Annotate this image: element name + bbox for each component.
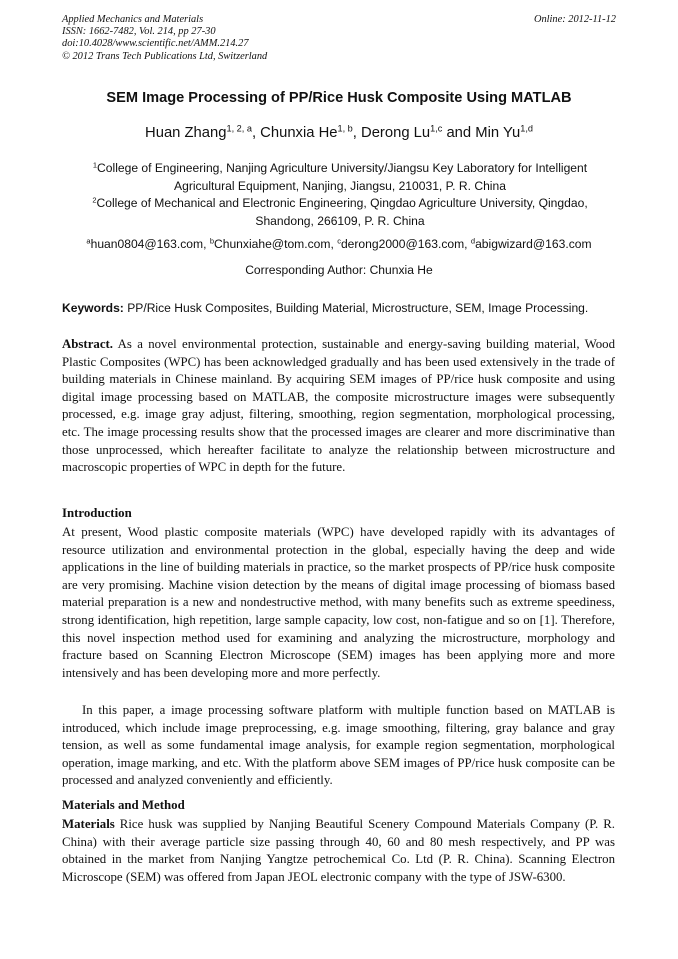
email[interactable]: $^c$derong2000@163.com bbox=[337, 236, 465, 251]
issn-line: ISSN: 1662-7482, Vol. 214, pp 27-30 bbox=[62, 26, 216, 38]
materials-paragraph bbox=[62, 816, 615, 886]
author-list bbox=[40, 125, 638, 141]
author: Derong Lu$^{1,c}$ and bbox=[361, 123, 476, 141]
keywords bbox=[62, 301, 622, 315]
doi-line: doi:10.4028/www.scientific.net/AMM.214.27 bbox=[62, 38, 249, 50]
introduction-heading: Introduction bbox=[62, 506, 132, 520]
email[interactable]: $^d$abigwizard@163.com bbox=[470, 236, 592, 251]
keywords-text: PP/Rice Husk Composites, Building Material, Microstructure, SEM, Image Processing. bbox=[127, 301, 589, 315]
abstract-label: Abstract. bbox=[62, 337, 114, 351]
copyright-line: © 2012 Trans Tech Publications Ltd, Switzerland bbox=[62, 50, 268, 62]
email[interactable]: $^a$huan0804@163.com bbox=[86, 236, 204, 251]
author: Chunxia He$^{1, b}$, bbox=[260, 123, 362, 141]
introduction-paragraph-2: In this paper, a image processing software platform with multiple function based on MATLAB is introduced, which include image preprocessing, e.g. image smoothing, filtering, gray balance and gray tension, as well as some fundamental image analysis, for example region segmentation, morphological operation, image marking, and etc. With the platform above SEM images of PP/rice husk composite can be processed and analyzed conveniently and efficiently. bbox=[62, 703, 615, 788]
affiliation-1: $^1$College of Engineering, Nanjing Agriculture University/Jiangsu Key Laboratory for Intelligent Agricultural Equipment, Nanjing, Jiangsu, 210031, P. R. China bbox=[92, 160, 588, 193]
online-date: Online: 2012-11-12 bbox=[533, 14, 616, 25]
email-list: $^a$huan0804@163.com, $^b$Chunxiahe@tom.com, $^c$derong2000@163.com, $^d$abigwizard@163.com bbox=[86, 236, 592, 251]
journal-name: Applied Mechanics and Materials bbox=[62, 14, 204, 25]
corresponding-author: Corresponding Author: Chunxia He bbox=[245, 263, 433, 277]
abstract bbox=[62, 336, 615, 477]
introduction-paragraph-1: At present, Wood plastic composite materials (WPC) have developed rapidly with its advantages of resource utilization and environmental protection in the global, especially having the deep and wide applications in the line of building materials in practice, so the market prospects of PP/rice husk composite are very promising. Machine vision detection by the means of digital image processing of biomass based material preparation is a new and nondestructive method, with many benefits such as extreme speediness, strong identification, high repetition, large sample capacity, low cost, non-fatigue and so on [1]. Therefore, this novel inspection method used for examining and analyzing the microstructure, morphology and fracture based on Scanning Electron Microscope (SEM) images has been applying more and more intensively and has been developing more and more perfectly. bbox=[62, 525, 615, 680]
author: Min Yu$^{1,d}$ bbox=[475, 123, 533, 141]
email[interactable]: $^b$Chunxiahe@tom.com bbox=[209, 236, 331, 251]
paper-title: SEM Image Processing of PP/Rice Husk Composite Using MATLAB bbox=[106, 90, 572, 106]
abstract-text: As a novel environmental protection, sustainable and energy-saving building material, Wood Plastic Composites (WPC) has been acknowledged gradually and has been used extensively in the trade of building materials in Chinese mainland. By acquiring SEM images of PP/rice husk composite and using digital image processing based on MATLAB, the composite microstructure images were subsequently processed, e.g. image gray adjust, filtering, smoothing, region segmentation, morphological processing, etc. The image processing results show that the processed images are clearer and more discriminative than those unprocessed, which hereafter facilitate to analyze the relationship between microstructure and macroscopic properties of WPC in depth for the future. bbox=[62, 337, 615, 475]
affiliation-2: $^2$College of Mechanical and Electronic Engineering, Qingdao Agriculture University, Qingdao, Shandong, 266109, P. R. China bbox=[92, 195, 588, 228]
materials-label: Materials bbox=[62, 817, 115, 831]
materials-method-heading: Materials and Method bbox=[62, 798, 185, 812]
journal-header bbox=[62, 14, 618, 63]
keywords-label: Keywords: bbox=[62, 301, 124, 315]
materials-text: Rice husk was supplied by Nanjing Beautiful Scenery Compound Materials Company (P. R. China) with their average particle size passing through 40, 60 and 80 mesh respectively, and PP was obtained in the market from Nanjing Yangtze petrochemical Co. Ltd (P. R. China). Scanning Electron Microscope (SEM) was offered from Japan JEOL electronic company with the type of JSW-6300. bbox=[62, 817, 616, 884]
author: Huan Zhang$^{1, 2, a}$, bbox=[145, 123, 261, 141]
